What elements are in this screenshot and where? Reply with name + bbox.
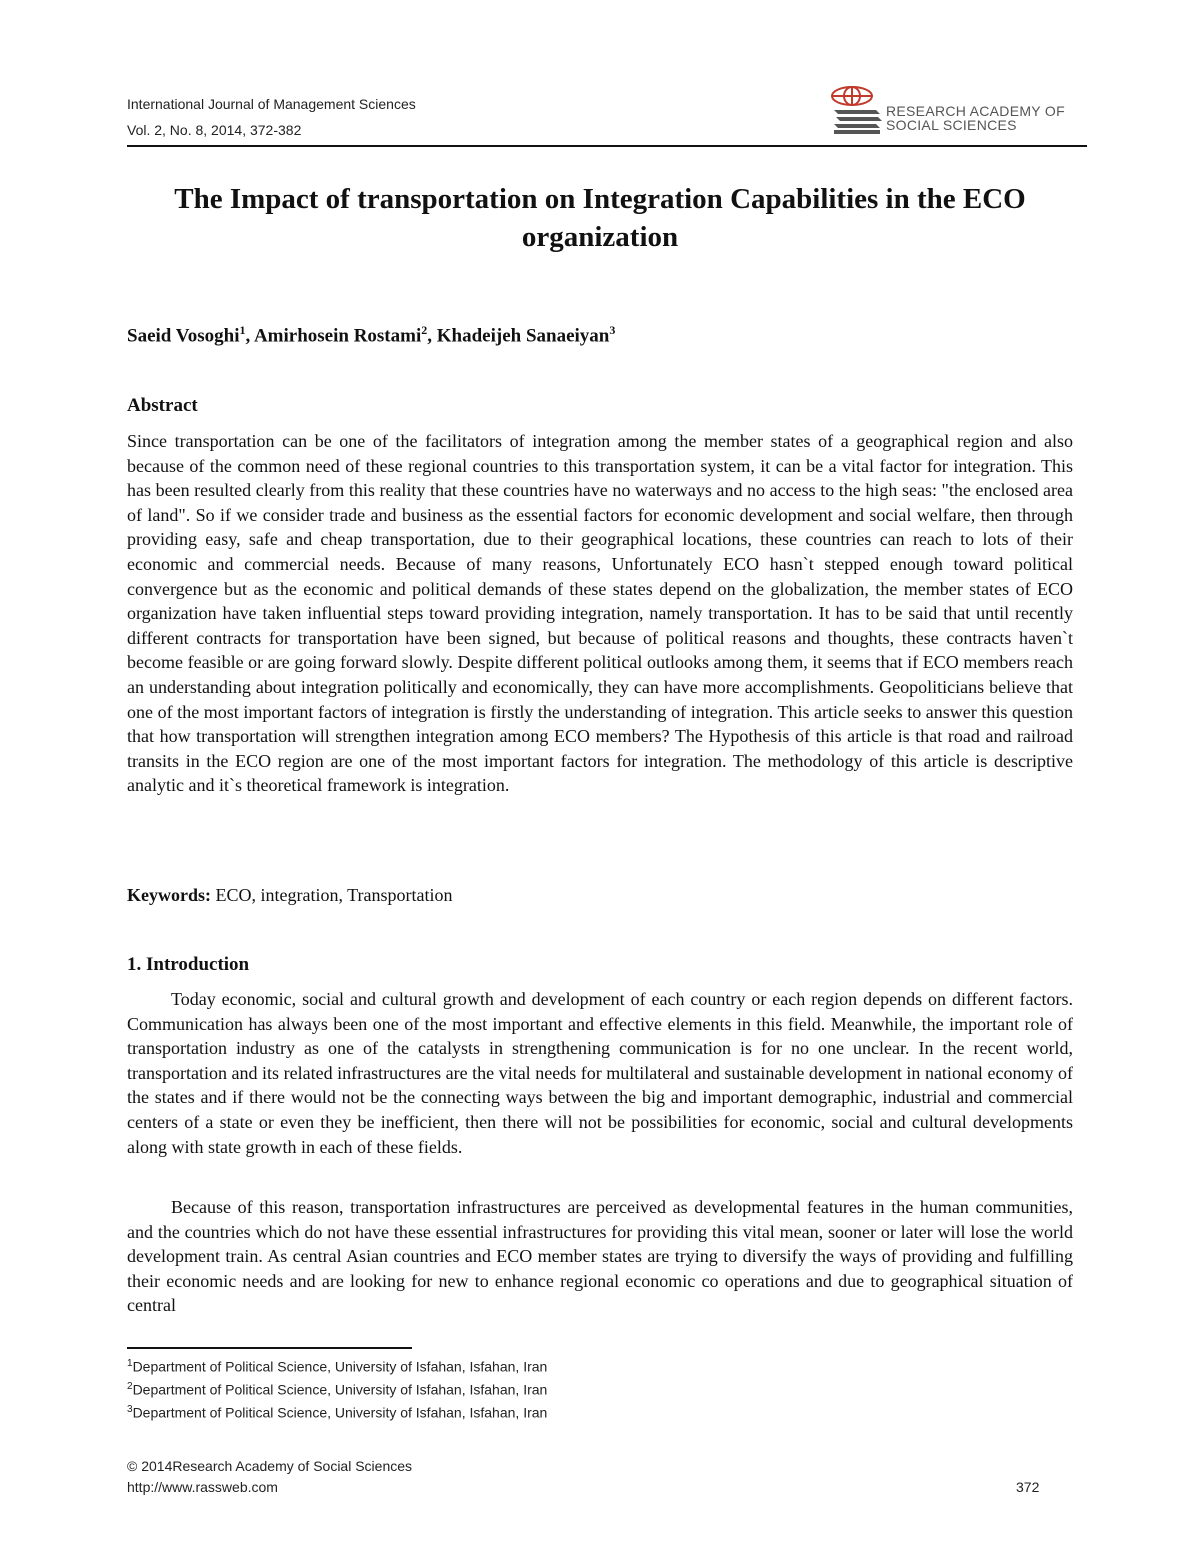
author-name: Amirhosein Rostami bbox=[253, 325, 422, 347]
volume-info: Vol. 2, No. 8, 2014, 372-382 bbox=[127, 122, 302, 138]
author-name: Khadeijeh Sanaeiyan bbox=[436, 325, 610, 347]
page-number: 372 bbox=[1016, 1479, 1040, 1495]
author-separator: , bbox=[245, 325, 254, 347]
affiliation-marker: 2 bbox=[421, 323, 428, 337]
keywords bbox=[127, 885, 453, 906]
logo-line-2: SOCIAL SCIENCES bbox=[886, 117, 1017, 133]
footnote-number: 3 bbox=[127, 1404, 133, 1415]
book-globe-icon bbox=[828, 84, 888, 138]
publisher-logo bbox=[828, 84, 1088, 138]
footnote bbox=[127, 1404, 547, 1421]
abstract-text: Since transportation can be one of the facilitators of integration among the member states of a geographical region and also because of the common need of these regional countries to this transportation system, it can be a vital factor for integration. This has been resulted clearly from this reality that these countries have no waterways and no access to the high seas: "the enclosed area of land". So if we consider trade and business as the essential factors for economic development and social welfare, then through providing easy, safe and cheap transportation, due to their geographical locations, these countries can reach to lots of their economic and commercial needs. Because of many reasons, Unfortunately ECO hasn`t stepped enough toward political convergence but as the economic and political demands of these states depend on the globalization, the member states of ECO organization have taken influential steps toward providing integration, namely transportation. It has to be said that until recently different contracts for transportation have been signed, but because of political reasons and thoughts, these contracts haven`t become feasible or are going forward slowly. Despite different political outlooks among them, it seems that if ECO members reach an understanding about integration politically and economically, they can have more accomplishments. Geopoliticians believe that one of the most important factors of integration is firstly the understanding of integration. This article seeks to answer this question that how transportation will strengthen integration among ECO members? The Hypothesis of this article is that road and railroad transits in the ECO region are one of the most important factors for integration. The methodology of this article is descriptive analytic and it`s theoretical framework is integration. bbox=[127, 431, 1073, 796]
footnote-text: Department of Political Science, University of Isfahan, Isfahan, Iran bbox=[132, 1404, 548, 1421]
affiliation-marker: 3 bbox=[609, 323, 616, 337]
keywords-label: Keywords: bbox=[127, 885, 211, 905]
footnote-number: 2 bbox=[127, 1381, 133, 1392]
author-list bbox=[127, 323, 615, 347]
footnote-rule bbox=[127, 1347, 412, 1349]
footnote-text: Department of Political Science, University of Isfahan, Isfahan, Iran bbox=[132, 1358, 548, 1375]
footnote bbox=[127, 1381, 547, 1398]
paper-title: The Impact of transportation on Integration Capabilities in the ECO organization bbox=[174, 183, 1026, 253]
footnote bbox=[127, 1358, 547, 1375]
author-name: Saeid Vosoghi bbox=[127, 325, 240, 347]
footnote-text: Department of Political Science, University of Isfahan, Isfahan, Iran bbox=[132, 1381, 548, 1398]
author-separator: , bbox=[427, 325, 437, 347]
body-paragraph: Because of this reason, transportation infrastructures are perceived as developmental features in the human communities, and the countries which do not have these essential infrastructures for providing this vital mean, sooner or later will lose the world development train. As central Asian countries and ECO member states are trying to diversify the ways of providing and fulfilling their economic needs and are looking for new to enhance regional economic co operations and due to geographical situation of central bbox=[127, 1197, 1073, 1316]
header-rule bbox=[127, 145, 1087, 147]
publisher-url[interactable]: http://www.rassweb.com bbox=[127, 1479, 278, 1495]
journal-name: International Journal of Management Sciences bbox=[127, 96, 416, 112]
body-paragraph: Today economic, social and cultural growth and development of each country or each region depends on different factors. Communication has always been one of the most important and effective elements in this field. Meanwhile, the important role of transportation industry as one of the catalysts in strengthening communication is for no one unclear. In the recent world, transportation and its related infrastructures are the vital needs for multilateral and sustainable development in national economy of the states and if there would not be the connecting ways between the big and important demographic, industrial and commercial centers of a state or even they be inefficient, then there will not be possibilities for economic, social and cultural developments along with state growth in each of these fields. bbox=[127, 989, 1073, 1157]
footnote-number: 1 bbox=[127, 1358, 133, 1369]
logo-line-1: RESEARCH ACADEMY OF bbox=[886, 103, 1065, 119]
keywords-text: ECO, integration, Transportation bbox=[211, 885, 453, 905]
affiliation-marker: 1 bbox=[239, 323, 246, 337]
abstract-heading: Abstract bbox=[127, 395, 198, 416]
copyright-notice: © 2014Research Academy of Social Sciences bbox=[127, 1458, 413, 1474]
section-heading-introduction: 1. Introduction bbox=[127, 954, 250, 975]
